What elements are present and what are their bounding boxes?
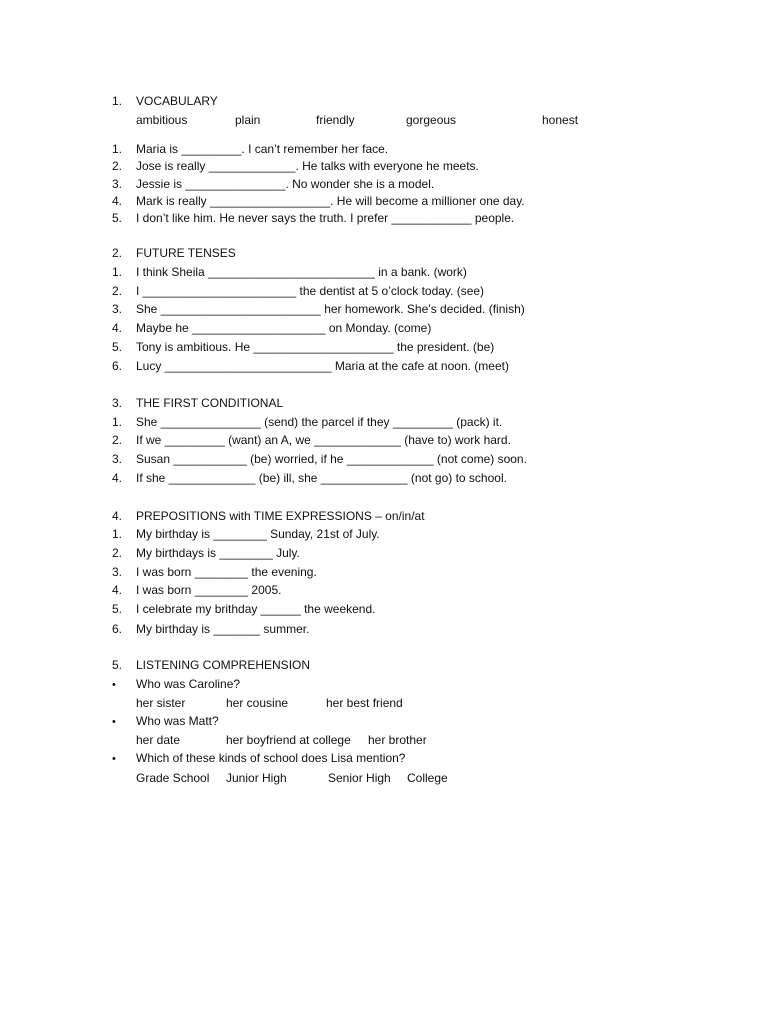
answer-option: her sister (136, 696, 186, 710)
vocabulary-word-bank (112, 112, 612, 129)
exercise-item: 3. I was born ________ the evening. (112, 565, 317, 579)
exercise-item: 2. My birthdays is ________ July. (112, 546, 300, 560)
word-bank-item: friendly (316, 113, 355, 127)
exercise-item: 6. Lucy _________________________ Maria at the cafe at noon. (meet) (112, 359, 509, 373)
section-title: VOCABULARY (136, 94, 218, 108)
question-item (112, 750, 405, 767)
exercise-item: 1. Maria is _________. I can’t remember her face. (112, 142, 389, 156)
section-number: 3. (112, 396, 123, 410)
exercise-item: 2. If we _________ (want) an A, we _____________ (have to) work hard. (112, 433, 511, 447)
question-item (112, 713, 219, 730)
exercise-item: 4. Maybe he ____________________ on Monday. (come) (112, 321, 432, 335)
section-heading-listening (112, 657, 310, 674)
answer-option: her date (136, 733, 181, 747)
section-number: 2. (112, 246, 123, 260)
word-bank-item: gorgeous (406, 113, 457, 127)
exercise-item: 5. I celebrate my brithday ______ the weekend. (112, 602, 376, 616)
answer-option: her boyfriend at college (226, 733, 351, 747)
answer-options (112, 695, 532, 712)
word-bank-item: honest (542, 113, 579, 127)
section-number: 4. (112, 509, 123, 523)
exercise-item: 2. Jose is really _____________. He talks with everyone he meets. (112, 159, 479, 173)
exercise-item: 5. Tony is ambitious. He _____________________ the president. (be) (112, 340, 495, 354)
section-title: FUTURE TENSES (136, 246, 236, 260)
section-number: 5. (112, 658, 123, 672)
exercise-item: 1. She _______________ (send) the parcel if they _________ (pack) it. (112, 415, 503, 429)
section-number: 1. (112, 94, 123, 108)
exercise-item: 3. She ________________________ her homework. She’s decided. (finish) (112, 302, 525, 316)
answer-option: College (407, 771, 448, 785)
question-text: Who was Caroline? (136, 677, 241, 691)
section-heading-future-tenses (112, 245, 236, 262)
bullet-icon: • (112, 679, 116, 691)
answer-options (112, 770, 532, 787)
answer-option: her best friend (326, 696, 403, 710)
section-heading-prepositions (112, 508, 425, 525)
section-title: THE FIRST CONDITIONAL (136, 396, 284, 410)
exercise-item: 5. I don’t like him. He never says the truth. I prefer ____________ people. (112, 211, 515, 225)
section-heading-vocabulary (112, 93, 218, 110)
bullet-icon: • (112, 716, 116, 728)
word-bank-item: ambitious (136, 113, 188, 127)
section-heading-first-conditional (112, 395, 283, 412)
answer-option: Grade School (136, 771, 210, 785)
exercise-item: 1. I think Sheila _________________________ in a bank. (work) (112, 265, 467, 279)
exercise-item: 4. Mark is really __________________. He will become a millioner one day. (112, 194, 525, 208)
section-title: PREPOSITIONS with TIME EXPRESSIONS – on/in/at (136, 509, 425, 523)
exercise-item: 4. I was born ________ 2005. (112, 583, 282, 597)
answer-option: her brother (368, 733, 427, 747)
exercise-item: 1. My birthday is ________ Sunday, 21st of July. (112, 527, 380, 541)
bullet-icon: • (112, 753, 116, 765)
answer-option: Senior High (328, 771, 391, 785)
section-title: LISTENING COMPREHENSION (136, 658, 311, 672)
question-text: Who was Matt? (136, 714, 219, 728)
answer-options (112, 732, 532, 749)
answer-option: her cousine (226, 696, 289, 710)
word-bank-item: plain (235, 113, 261, 127)
exercise-item: 3. Susan ___________ (be) worried, if he _____________ (not come) soon. (112, 452, 527, 466)
exercise-item: 2. I _______________________ the dentist at 5 o’clock today. (see) (112, 284, 485, 298)
exercise-item: 3. Jessie is _______________. No wonder she is a model. (112, 177, 435, 191)
exercise-item: 4. If she _____________ (be) ill, she _____________ (not go) to school. (112, 471, 507, 485)
exercise-item: 6. My birthday is _______ summer. (112, 622, 310, 636)
question-text: Which of these kinds of school does Lisa mention? (136, 751, 406, 765)
question-item (112, 676, 240, 693)
answer-option: Junior High (226, 771, 287, 785)
